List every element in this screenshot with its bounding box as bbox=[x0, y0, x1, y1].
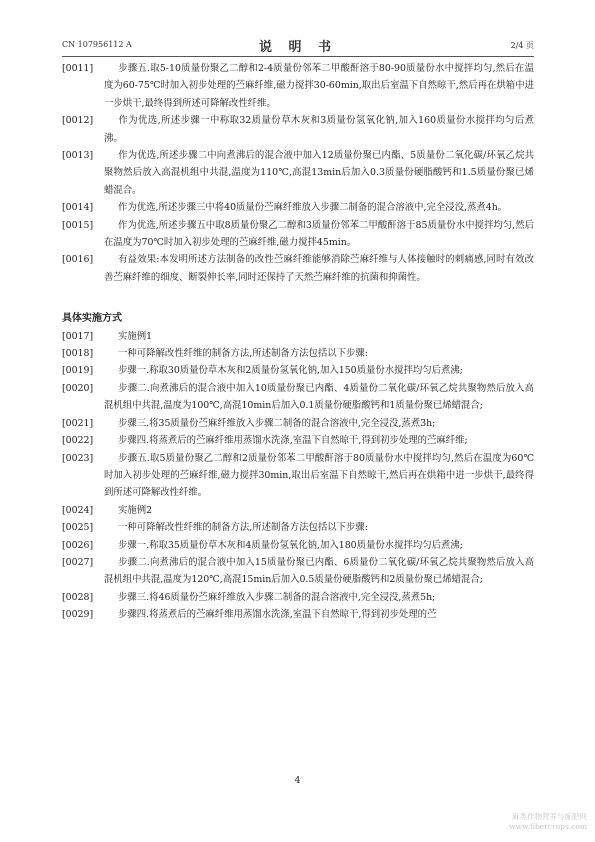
paragraph-number: [0013] bbox=[62, 150, 94, 162]
paragraph-text bbox=[104, 147, 534, 199]
section-gap bbox=[62, 286, 534, 303]
paragraph-body: 步骤五.取5质量份聚乙二醇和2质量份邻苯二甲酸酐溶于80质量份水中搅拌均匀,然后在温度为60℃时加入初步处理的苎麻纤维,磁力搅拌30min,取出后室温下自然晾干,然后再在烘箱中进一步烘干,最终得到所述可降解改性纤维。 bbox=[104, 452, 534, 499]
paragraph-body: 实施例1 bbox=[118, 330, 153, 342]
paragraph bbox=[62, 537, 534, 554]
paragraph-number: [0020] bbox=[62, 382, 94, 394]
paragraph-number: [0017] bbox=[62, 330, 94, 342]
paragraph bbox=[62, 60, 534, 112]
paragraph bbox=[62, 380, 534, 415]
paragraph-number: [0028] bbox=[62, 591, 94, 603]
paragraph-number: [0025] bbox=[62, 522, 94, 534]
paragraph-body: 作为优选,所述步骤一中称取32质量份草木灰和3质量份氢氧化钠,加入160质量份水搅拌均匀后煮沸。 bbox=[104, 115, 534, 144]
paragraph-body: 有益效果:本发明所述方法制备的改性苎麻纤维能够消除苎麻纤维与人体接触时的刺痛感,同时有效改善苎麻纤维的细度、断裂伸长率,同时还保持了天然苎麻纤维的抗菌和抑菌性。 bbox=[104, 254, 534, 283]
paragraph-number: [0016] bbox=[62, 254, 94, 266]
paragraph-number: [0018] bbox=[62, 348, 94, 360]
document-body bbox=[62, 60, 534, 624]
paragraph-list-bottom bbox=[62, 328, 534, 624]
paragraph-number: [0024] bbox=[62, 504, 94, 516]
paragraph-text bbox=[104, 606, 534, 623]
section-title: 具体实施方式 bbox=[62, 312, 122, 324]
paragraph-number: [0021] bbox=[62, 417, 94, 429]
page-info: 2/4 页 bbox=[510, 41, 534, 50]
paragraph-text bbox=[104, 415, 534, 432]
paragraph bbox=[62, 519, 534, 536]
paragraph-number: [0012] bbox=[62, 115, 94, 127]
paragraph-text bbox=[104, 328, 534, 345]
paragraph-body: 实施例2 bbox=[118, 504, 153, 516]
paragraph-body: 步骤四.将蒸煮后的苎麻纤维用蒸馏水洗涤,室温下自然晾干,得到初步处理的苎 bbox=[118, 609, 437, 621]
paragraph-text bbox=[104, 502, 534, 519]
watermark-line-2: www.fibercrops.com bbox=[509, 822, 587, 831]
paragraph-text bbox=[104, 362, 534, 379]
paragraph-text bbox=[104, 537, 534, 554]
paragraph bbox=[62, 589, 534, 606]
paragraph-body: 作为优选,所述步骤五中取8质量份聚乙二醇和3质量份邻苯二甲酸酐溶于85质量份水中搅拌均匀,然后在温度为70℃时加入初步处理的苎麻纤维,磁力搅拌45min。 bbox=[104, 219, 534, 249]
paragraph bbox=[62, 415, 534, 432]
paragraph-text bbox=[104, 112, 534, 147]
paragraph bbox=[62, 217, 534, 252]
paragraph-text bbox=[104, 432, 534, 449]
paragraph-number: [0015] bbox=[62, 219, 94, 231]
paragraph-text bbox=[104, 217, 534, 252]
paragraph-body: 步骤五.取5-10质量份聚乙二醇和2-4质量份邻苯二甲酸酐溶于80-90质量份水中搅拌均匀,然后在温度为60-75℃时加入初步处理的苎麻纤维,磁力搅拌30-60min,取出后室温下自然晾干,然后再在烘箱中进一步烘干,最终得到所述可降解改性纤维。 bbox=[104, 63, 534, 109]
paragraph-text bbox=[104, 251, 534, 286]
paragraph-number: [0029] bbox=[62, 609, 94, 621]
paragraph-text bbox=[104, 554, 534, 589]
paragraph-body: 步骤三.将46质量份苎麻纤维放入步骤二制备的混合溶液中,完全浸没,蒸煮5h; bbox=[118, 591, 436, 603]
paragraph-body: 步骤一.称取30质量份草木灰和2质量份氢氧化钠,加入150质量份水搅拌均匀后煮沸; bbox=[118, 365, 463, 377]
paragraph bbox=[62, 328, 534, 345]
paragraph-number: [0026] bbox=[62, 539, 94, 551]
paragraph bbox=[62, 112, 534, 147]
page-header bbox=[62, 36, 534, 54]
paragraph bbox=[62, 199, 534, 216]
paragraph bbox=[62, 147, 534, 199]
paragraph bbox=[62, 251, 534, 286]
watermark bbox=[509, 812, 587, 832]
paragraph-body: 步骤四.将蒸煮后的苎麻纤维用蒸馏水洗涤,室温下自然晾干,得到初步处理的苎麻纤维; bbox=[118, 435, 468, 447]
paragraph-text bbox=[104, 60, 534, 112]
paragraph bbox=[62, 432, 534, 449]
paragraph-number: [0019] bbox=[62, 365, 94, 377]
page-number: 4 bbox=[294, 776, 301, 786]
paragraph-number: [0011] bbox=[62, 63, 94, 74]
paragraph-body: 步骤二.向煮沸后的混合液中加入10质量份聚已内酯、4质量份二氧化碳/环氧乙烷共聚物然后放入高混机组中共混,温度为100℃,高混10min后加入0.1质量份硬脂酸钙和1质量份聚已烯蜡混合; bbox=[104, 382, 534, 412]
header-rule bbox=[62, 56, 534, 57]
paragraph-body: 步骤一.称取35质量份草木灰和4质量份氢氧化钠,加入180质量份水搅拌均匀后煮沸; bbox=[118, 539, 463, 551]
watermark-line-1: 麻类作物营养与施肥网 bbox=[512, 812, 587, 821]
paragraph bbox=[62, 554, 534, 589]
publication-number: CN 107956112 A bbox=[62, 40, 132, 49]
paragraph-text bbox=[104, 199, 534, 216]
paragraph-body: 一种可降解改性纤维的制备方法,所述制备方法包括以下步骤: bbox=[118, 522, 368, 534]
paragraph bbox=[62, 362, 534, 379]
document-title: 说 明 书 bbox=[258, 40, 338, 55]
paragraph bbox=[62, 606, 534, 623]
paragraph-body: 作为优选,所述步骤二中向煮沸后的混合液中加入12质量份聚已内酯、5质量份二氧化碳/环氧乙烷共聚物然后放入高混机组中共混,温度为110℃,高混13min后加入0.3质量份硬脂酸钙和1.5质量份聚已烯蜡混合。 bbox=[104, 150, 534, 196]
paragraph-text bbox=[104, 345, 534, 362]
paragraph-number: [0022] bbox=[62, 435, 94, 447]
paragraph bbox=[62, 450, 534, 502]
paragraph-body: 步骤三.将35质量份苎麻纤维放入步骤二制备的混合溶液中,完全浸没,蒸煮3h; bbox=[118, 417, 436, 429]
paragraph-body: 一种可降解改性纤维的制备方法,所述制备方法包括以下步骤: bbox=[118, 348, 368, 360]
paragraph-list-top bbox=[62, 60, 534, 286]
paragraph bbox=[62, 502, 534, 519]
paragraph-text bbox=[104, 380, 534, 415]
paragraph-body: 步骤二.向煮沸后的混合液中加入15质量份聚已内酯、6质量份二氧化碳/环氧乙烷共聚物然后放入高混机组中共混,温度为120℃,高混15min后加入0.5质量份硬脂酸钙和2质量份聚已烯蜡混合; bbox=[104, 556, 534, 586]
paragraph-body: 作为优选,所述步骤三中将40质量份苎麻纤维放入步骤二制备的混合溶液中,完全浸没,蒸煮4h。 bbox=[118, 202, 508, 214]
paragraph-text bbox=[104, 589, 534, 606]
paragraph-number: [0027] bbox=[62, 556, 94, 568]
paragraph bbox=[62, 345, 534, 362]
paragraph-number: [0023] bbox=[62, 452, 94, 464]
paragraph-number: [0014] bbox=[62, 202, 94, 214]
paragraph-text bbox=[104, 450, 534, 502]
paragraph-text bbox=[104, 519, 534, 536]
